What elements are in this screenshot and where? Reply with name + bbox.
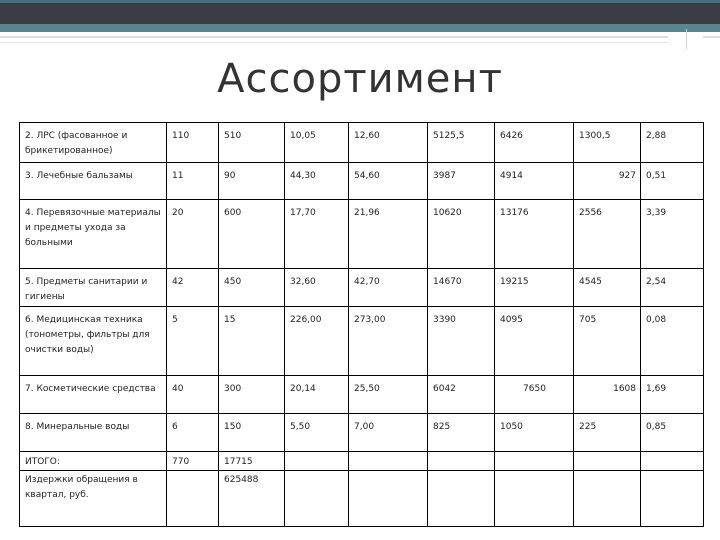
table-row bbox=[20, 269, 704, 307]
row-label: Издержки обращения в квартал, руб. bbox=[20, 471, 167, 527]
table-cell: 0,85 bbox=[641, 414, 704, 452]
table-row bbox=[20, 307, 704, 376]
slide-teal-band bbox=[0, 24, 720, 32]
row-label: 3. Лечебные бальзамы bbox=[20, 163, 167, 200]
row-label: 6. Медицинская техника (тонометры, фильтры для очистки воды) bbox=[20, 307, 167, 376]
table-cell: 6426 bbox=[495, 123, 574, 163]
table-cell: 32,60 bbox=[285, 269, 349, 307]
table-cell: 510 bbox=[219, 123, 285, 163]
table-cell bbox=[495, 471, 574, 527]
header-rule-thin bbox=[0, 42, 668, 43]
table-cell: 15 bbox=[219, 307, 285, 376]
table-cell: 10,05 bbox=[285, 123, 349, 163]
slide-title: Ассортимент bbox=[217, 56, 503, 102]
row-label: 2. ЛРС (фасованное и брикетированное) bbox=[20, 123, 167, 163]
table-cell: 226,00 bbox=[285, 307, 349, 376]
table-cell: 927 bbox=[574, 163, 641, 200]
table-row bbox=[20, 376, 704, 414]
table-cell: 14670 bbox=[428, 269, 495, 307]
table-row bbox=[20, 200, 704, 269]
table-cell: 825 bbox=[428, 414, 495, 452]
table-cell: 10620 bbox=[428, 200, 495, 269]
table-cell: 3987 bbox=[428, 163, 495, 200]
table-cell: 273,00 bbox=[349, 307, 428, 376]
table-cell: 44,30 bbox=[285, 163, 349, 200]
table-cell: 6 bbox=[167, 414, 219, 452]
table-cell: 42 bbox=[167, 269, 219, 307]
table-cell: 17715 bbox=[219, 452, 285, 471]
table-cell: 770 bbox=[167, 452, 219, 471]
table-cell: 6042 bbox=[428, 376, 495, 414]
table-cell: 13176 bbox=[495, 200, 574, 269]
table-cell: 90 bbox=[219, 163, 285, 200]
table-cell: 54,60 bbox=[349, 163, 428, 200]
table-cell bbox=[285, 471, 349, 527]
table-cell bbox=[167, 471, 219, 527]
slide-top-bar bbox=[0, 0, 720, 24]
table-cell bbox=[285, 452, 349, 471]
table-cell bbox=[641, 471, 704, 527]
table-cell: 625488 bbox=[219, 471, 285, 527]
assortment-table bbox=[19, 122, 704, 527]
table-cell: 4095 bbox=[495, 307, 574, 376]
table-cell: 1,69 bbox=[641, 376, 704, 414]
table-cell: 300 bbox=[219, 376, 285, 414]
row-label: 5. Предметы санитарии и гигиены bbox=[20, 269, 167, 307]
table-cell bbox=[428, 452, 495, 471]
table-cell: 110 bbox=[167, 123, 219, 163]
table-cell: 5,50 bbox=[285, 414, 349, 452]
table-cell: 0,08 bbox=[641, 307, 704, 376]
table-cell: 12,60 bbox=[349, 123, 428, 163]
table-cell: 17,70 bbox=[285, 200, 349, 269]
row-label: 8. Минеральные воды bbox=[20, 414, 167, 452]
table-cell: 3390 bbox=[428, 307, 495, 376]
table-cell: 600 bbox=[219, 200, 285, 269]
table-cell: 5125,5 bbox=[428, 123, 495, 163]
table-cell: 3,39 bbox=[641, 200, 704, 269]
table-cell bbox=[495, 452, 574, 471]
table-cell: 5 bbox=[167, 307, 219, 376]
table-cell: 20 bbox=[167, 200, 219, 269]
table-cell: 705 bbox=[574, 307, 641, 376]
table-row bbox=[20, 163, 704, 200]
table-cell: 11 bbox=[167, 163, 219, 200]
table-cell: 1608 bbox=[574, 376, 641, 414]
header-divider-tick bbox=[686, 29, 687, 49]
table-cell: 7650 bbox=[495, 376, 574, 414]
table-cell: 25,50 bbox=[349, 376, 428, 414]
table-cell bbox=[574, 471, 641, 527]
table-cell: 1300,5 bbox=[574, 123, 641, 163]
table-cell: 2,88 bbox=[641, 123, 704, 163]
table-cell bbox=[349, 471, 428, 527]
table-cell: 0,51 bbox=[641, 163, 704, 200]
table-cell: 42,70 bbox=[349, 269, 428, 307]
table-row bbox=[20, 414, 704, 452]
table-cell: 4545 bbox=[574, 269, 641, 307]
table-cell bbox=[349, 452, 428, 471]
row-label: 4. Перевязочные материалы и предметы ухода за больными bbox=[20, 200, 167, 269]
row-label: 7. Косметические средства bbox=[20, 376, 167, 414]
table-cell: 1050 bbox=[495, 414, 574, 452]
table-row bbox=[20, 123, 704, 163]
header-rule bbox=[0, 36, 668, 38]
table-cell: 2,54 bbox=[641, 269, 704, 307]
table-cell: 21,96 bbox=[349, 200, 428, 269]
table-cell: 20,14 bbox=[285, 376, 349, 414]
table-cell: 4914 bbox=[495, 163, 574, 200]
table-cell: 150 bbox=[219, 414, 285, 452]
table-cell: 7,00 bbox=[349, 414, 428, 452]
table-cell bbox=[574, 452, 641, 471]
table-cell: 19215 bbox=[495, 269, 574, 307]
table-cell: 225 bbox=[574, 414, 641, 452]
slide-top-accent bbox=[0, 0, 720, 3]
table-cell: 450 bbox=[219, 269, 285, 307]
table-row-total bbox=[20, 452, 704, 471]
table-cell: 40 bbox=[167, 376, 219, 414]
table-cell bbox=[641, 452, 704, 471]
table-row-costs bbox=[20, 471, 704, 527]
row-label: ИТОГО: bbox=[20, 452, 167, 471]
table-cell: 2556 bbox=[574, 200, 641, 269]
table-cell bbox=[428, 471, 495, 527]
header-rule-right bbox=[703, 36, 720, 38]
